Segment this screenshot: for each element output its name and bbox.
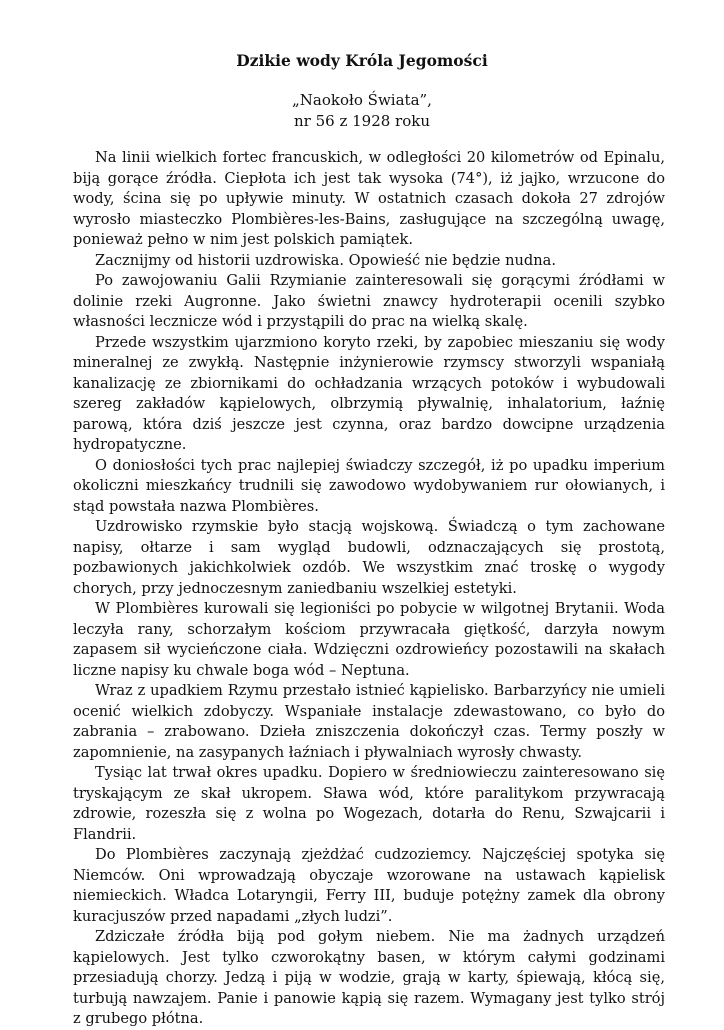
paragraph: Tysiąc lat trwał okres upadku. Dopiero w średniowieczu zainteresowano się tryskającym ze skał ukropem. Sława wód, które paralitykom przywracają zdrowie, rozeszła się z wolna po Wogezach, dotarła do Renu, Szwajcarii i Flandrii.: [73, 764, 665, 843]
paragraph: Wraz z upadkiem Rzymu przestało istnieć kąpielisko. Barbarzyńcy nie umieli ocenić wielkich zdobyczy. Wspaniałe instalacje zdewastowano, co było do zabrania – zrabowano. Dzieła zniszczenia dokończył czas. Termy poszły w zapomnienie, na zasypanych łaźniach i pływalniach wyrosły chwasty.: [73, 682, 665, 761]
source-publication: „Naokoło Świata”,: [292, 91, 432, 109]
paragraph: W Plombières kurowali się legioniści po pobycie w wilgotnej Brytanii. Woda leczyła rany, schorzałym kościom przywracała giętkość, darzyła nowym zapasem sił wycieńczone ciała. Wdzięczni ozdrowieńcy pozostawili na skałach liczne napisy ku chwale boga wód – Neptuna.: [73, 600, 665, 679]
paragraph: Zacznijmy od historii uzdrowiska. Opowieść nie będzie nudna.: [95, 251, 556, 269]
article-title: Dzikie wody Króla Jegomości: [236, 51, 488, 70]
paragraph: Na linii wielkich fortec francuskich, w odległości 20 kilometrów od Epinalu, biją gorące źródła. Ciepłota ich jest tak wysoka (74°), iż jajko, wrzucone do wody, ścina się po upływie minuty. W ostatnich czasach dokoła 27 zdrojów wyrosło miasteczko Plombières-les-Bains, zasługujące na szczególną uwagę, ponieważ pełno w nim jest polskich pamiątek.: [73, 149, 665, 248]
paragraph: O doniosłości tych prac najlepiej świadczy szczegół, iż po upadku imperium okoliczni mieszkańcy trudnili się zawodowo wydobywaniem rur ołowianych, i stąd powstała nazwa Plombières.: [73, 456, 665, 515]
paragraph: Do Plombières zaczynają zjeżdżać cudzoziemcy. Najczęściej spotyka się Niemców. Oni wprowadzają obyczaje wzorowane na ustawach kąpielisk niemieckich. Władca Lotaryngii, Ferry III, buduje potężny zamek dla obrony kuracjuszów przed napadami „złych ludzi”.: [73, 846, 665, 925]
source-citation: [0, 90, 724, 132]
article-body: [73, 148, 665, 1030]
paragraph: Uzdrowisko rzymskie było stacją wojskową. Świadczą o tym zachowane napisy, ołtarze i sam wygląd budowli, odznaczających się prostotą, pozbawionych jakichkolwiek ozdób. We wszystkim znać troskę o wygody chorych, przy jednoczesnym zaniedbaniu wszelkiej estetyki.: [73, 518, 665, 597]
paragraph: Zdziczałe źródła biją pod gołym niebem. Nie ma żadnych urządzeń kąpielowych. Jest tylko czworokątny basen, w którym całymi godzinami przesiadują chorzy. Jedzą i piją w wodzie, grają w karty, śpiewają, kłócą się, turbują nawzajem. Panie i panowie kąpią się razem. Wymagany jest tylko strój z grubego płótna.: [73, 928, 665, 1027]
source-issue: nr 56 z 1928 roku: [293, 112, 431, 130]
paragraph: Przede wszystkim ujarzmiono koryto rzeki, by zapobiec mieszaniu się wody mineralnej ze zwykłą. Następnie inżynierowie rzymscy stworzyli wspaniałą kanalizację ze zbiornikami do ochładzania wrzących potoków i wybudowali szereg zakładów kąpielowych, olbrzymią pływalnię, inhalatorium, łaźnię parową, która dziś jeszcze jest czynna, oraz bardzo dowcipne urządzenia hydropatyczne.: [73, 333, 665, 453]
paragraph: Po zawojowaniu Galii Rzymianie zainteresowali się gorącymi źródłami w dolinie rzeki Augronne. Jako świetni znawcy hydroterapii ocenili szybko własności lecznicze wód i przystąpili do prac na wielką skalę.: [73, 272, 665, 330]
